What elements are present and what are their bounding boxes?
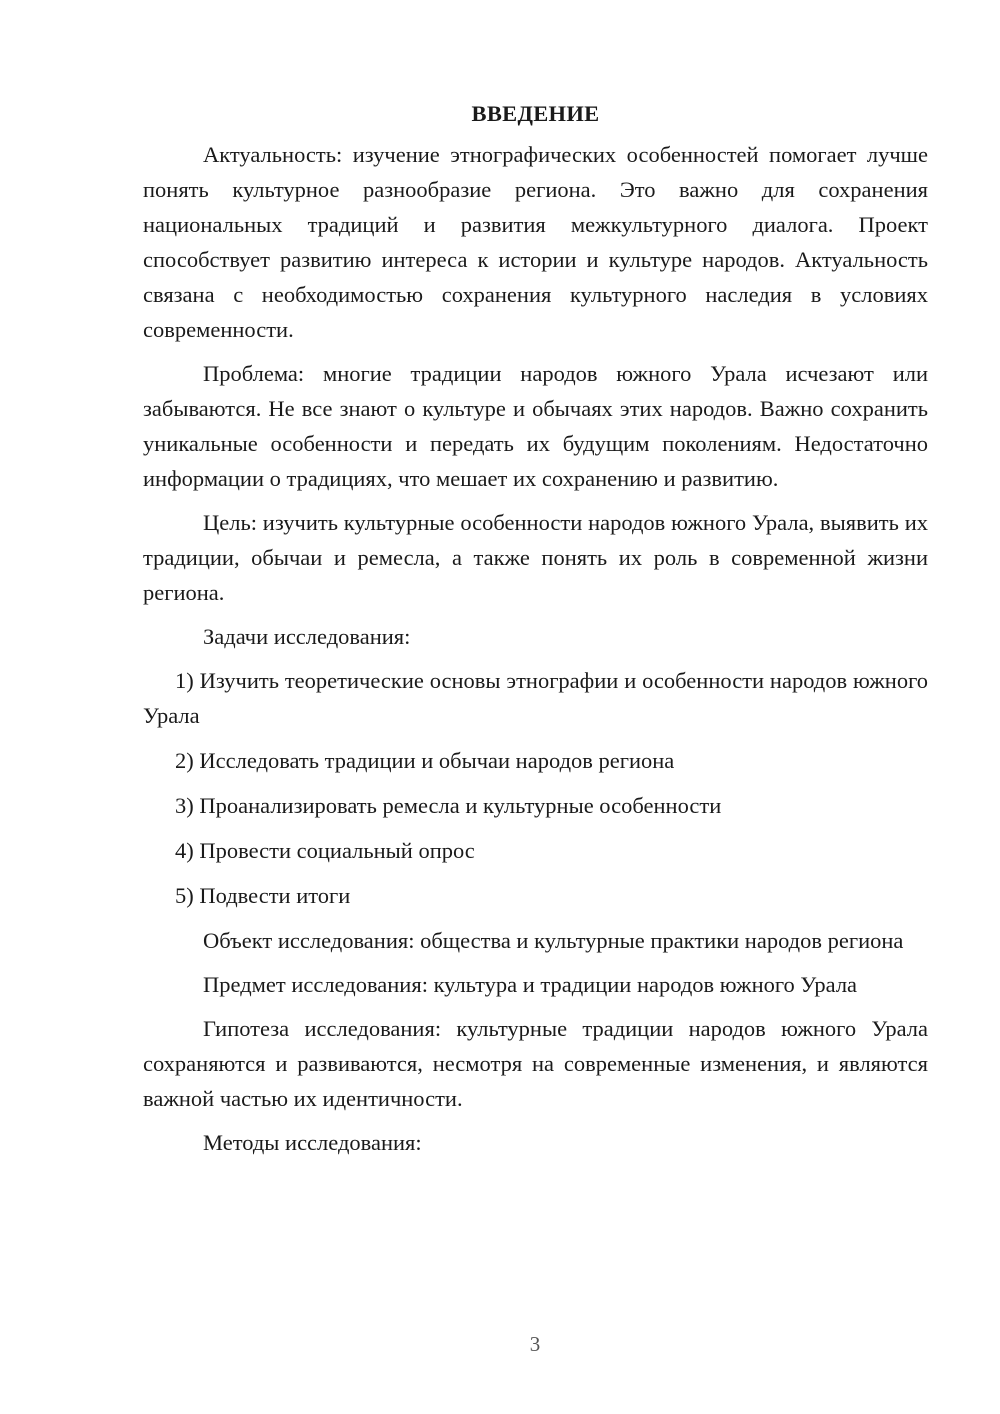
paragraph-problem: Проблема: многие традиции народов южного Урала исчезают или забываются. Не все знают о культуре и обычаях этих народов. Важно сохранить уникальные особенности и передать их будущим поколениям. Недостаточно информации о традициях, что мешает их сохранению и развитию. <box>143 361 928 491</box>
tasks-list <box>143 663 928 913</box>
paragraph-hypothesis: Гипотеза исследования: культурные традиции народов южного Урала сохраняются и развиваются, несмотря на современные изменения, и являются важной частью их идентичности. <box>143 1016 928 1111</box>
list-item: 5) Подвести итоги <box>175 883 351 908</box>
paragraph-relevance: Актуальность: изучение этнографических особенностей помогает лучше понять культурное разнообразие региона. Это важно для сохранения национальных традиций и развития межкультурного диалога. Проект способствует развитию интереса к истории и культуре народов. Актуальность связана с необходимостью сохранения культурного наследия в условиях современности. <box>143 142 928 342</box>
paragraph-subject: Предмет исследования: культура и традиции народов южного Урала <box>203 972 858 997</box>
section-heading: ВВЕДЕНИЕ <box>471 101 600 126</box>
list-item: 4) Провести социальный опрос <box>175 838 475 863</box>
methods-title: Методы исследования: <box>203 1130 422 1155</box>
paragraph-goal: Цель: изучить культурные особенности народов южного Урала, выявить их традиции, обычаи и ремесла, а также понять их роль в современной жизни региона. <box>143 510 928 605</box>
tasks-title: Задачи исследования: <box>203 624 411 649</box>
list-item: 1) Изучить теоретические основы этнографии и особенности народов южного Урала <box>143 668 928 728</box>
list-item: 3) Проанализировать ремесла и культурные особенности <box>175 793 722 818</box>
page-number: 3 <box>529 1332 541 1356</box>
list-item: 2) Исследовать традиции и обычаи народов региона <box>175 748 675 773</box>
paragraph-object: Объект исследования: общества и культурные практики народов региона <box>203 928 904 953</box>
document-page <box>143 96 928 1160</box>
